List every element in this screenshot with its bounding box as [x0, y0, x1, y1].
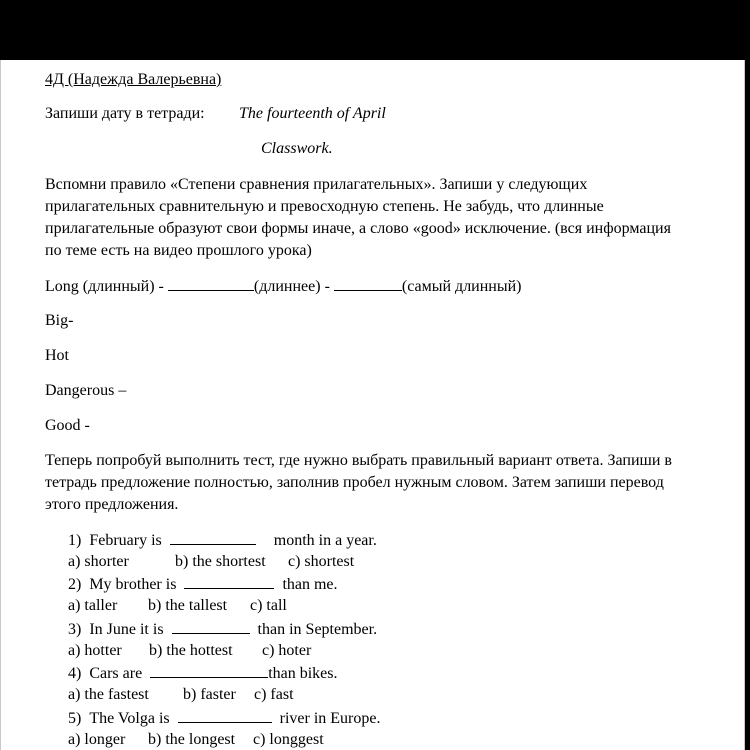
- question-5: [68, 708, 380, 729]
- blank-line: [168, 276, 254, 291]
- option-1c: c) shortest: [288, 553, 355, 570]
- blank-line: [334, 276, 402, 291]
- blank-line: [150, 663, 268, 678]
- question-text-after: month in a year.: [273, 532, 377, 549]
- question-text-after: than in September.: [257, 621, 378, 638]
- classwork-heading: Classwork.: [261, 140, 333, 157]
- long-end: (самый длинный): [401, 278, 522, 295]
- document-page: [0, 60, 745, 750]
- option-1b: b) the shortest: [175, 553, 266, 570]
- question-3: [68, 619, 377, 640]
- blank-line: [170, 530, 256, 545]
- word-hot: Hot: [45, 347, 69, 364]
- option-1a: a) shorter: [68, 553, 129, 570]
- date-label: Запиши дату в тетради:: [45, 105, 205, 122]
- option-4b: b) faster: [183, 686, 236, 703]
- question-text-before: The Volga is: [89, 710, 170, 727]
- date-value: The fourteenth of April: [239, 105, 386, 122]
- instruction-paragraph-2: Теперь попробуй выполнить тест, где нужно выбрать правильный вариант ответа. Запиши в тетрадь предложение полностью, заполнив пробел нужным словом. Затем запиши перевод этого предложения.: [45, 452, 672, 513]
- question-text-before: February is: [89, 532, 162, 549]
- page-right-edge: [744, 60, 745, 750]
- word-dangerous: Dangerous –: [45, 382, 127, 399]
- question-2: [68, 574, 338, 595]
- question-number: 5): [68, 710, 82, 727]
- question-text-before: Cars are: [89, 665, 143, 682]
- long-start: Long (длинный) -: [45, 278, 168, 295]
- question-text-before: In June it is: [89, 621, 164, 638]
- question-1: [68, 530, 377, 551]
- option-3b: b) the hottest: [149, 642, 233, 659]
- option-5b: b) the longest: [148, 731, 236, 748]
- long-middle: (длиннее) -: [253, 278, 334, 295]
- option-2a: a) taller: [68, 597, 118, 614]
- question-text-before: My brother is: [89, 576, 177, 593]
- option-5a: a) longer: [68, 731, 126, 748]
- instruction-paragraph-1: Вспомни правило «Степени сравнения прилагательных». Запиши у следующих прилагательных сравнительную и превосходную степень. Не забудь, что длинные прилагательные образуют свои формы иначе, а слово «good» исключение. (вся информация по теме есть на видео прошлого урока): [45, 176, 671, 259]
- word-big: Big-: [45, 312, 74, 329]
- option-4a: a) the fastest: [68, 686, 149, 703]
- option-5c: c) longgest: [253, 731, 324, 748]
- question-number: 3): [68, 621, 82, 638]
- blank-line: [184, 574, 274, 589]
- question-number: 4): [68, 665, 82, 682]
- question-number: 2): [68, 576, 82, 593]
- option-3a: a) hotter: [68, 642, 122, 659]
- option-4c: c) fast: [254, 686, 294, 703]
- option-3c: c) hoter: [262, 642, 312, 659]
- question-text-after: than me.: [282, 576, 338, 593]
- page-left-edge: [0, 60, 1, 750]
- question-text-after: river in Europe.: [279, 710, 381, 727]
- question-4: [68, 663, 338, 684]
- header-title: 4Д (Надежда Валерьевна): [45, 71, 222, 88]
- blank-line: [178, 708, 272, 723]
- long-line: [45, 276, 522, 297]
- word-good: Good -: [45, 417, 90, 434]
- option-2c: c) tall: [250, 597, 287, 614]
- blank-line: [172, 619, 250, 634]
- option-2b: b) the tallest: [148, 597, 228, 614]
- question-number: 1): [68, 532, 82, 549]
- question-text-after: than bikes.: [268, 665, 338, 682]
